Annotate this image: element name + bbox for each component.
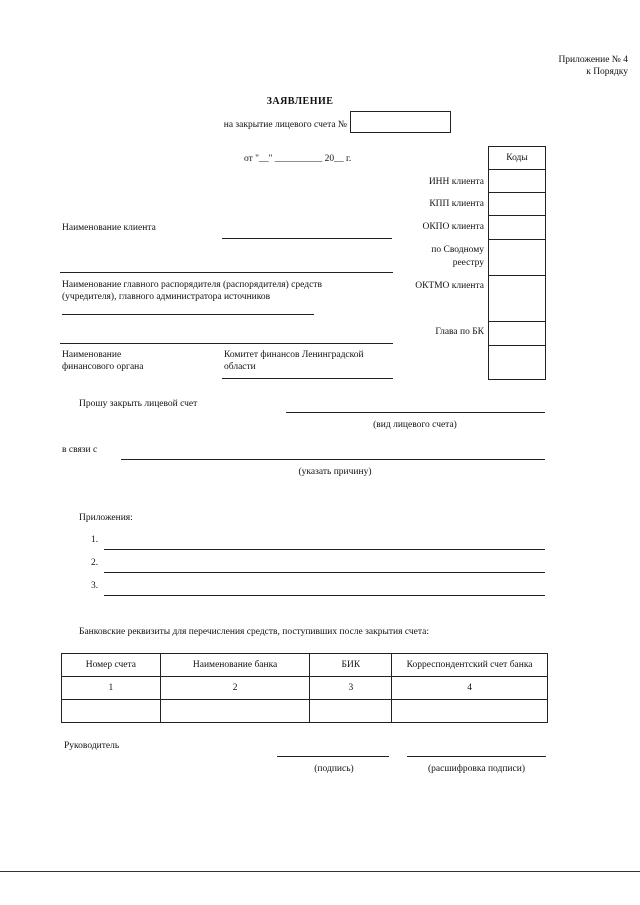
- client-name-label: Наименование клиента: [62, 223, 156, 233]
- codes-header: Коды: [489, 147, 546, 170]
- reason-hint: (указать причину): [298, 467, 372, 477]
- document-subtitle: на закрытие лицевого счета №: [223, 120, 347, 130]
- fin-org-value-2: области: [224, 362, 256, 372]
- oktmo-label: ОКТМО клиента: [415, 281, 484, 291]
- attachment-field-3[interactable]: [104, 595, 545, 596]
- signature-decode-hint: (расшифровка подписи): [428, 764, 525, 774]
- appendix-label: Приложение № 4: [558, 55, 628, 65]
- svod-label-1: по Сводному: [431, 245, 484, 255]
- svod-code-cell[interactable]: [489, 240, 546, 276]
- glava-code-cell[interactable]: [489, 322, 546, 346]
- bank-header-account: Номер счета: [62, 654, 161, 677]
- bank-col-number-4: 4: [392, 677, 548, 700]
- fin-org-label-2: финансового органа: [62, 362, 144, 372]
- signature-field[interactable]: [277, 756, 389, 757]
- date-line: от "__" __________ 20__ г.: [244, 154, 352, 164]
- extra-code-cell[interactable]: [489, 346, 546, 380]
- codes-table: [488, 146, 546, 380]
- head-label: Руководитель: [64, 741, 120, 751]
- fin-org-value-1: Комитет финансов Ленинградской: [224, 350, 364, 360]
- bank-header-bank-name: Наименование банка: [160, 654, 310, 677]
- client-name-field-2[interactable]: [60, 272, 393, 273]
- bank-name-cell[interactable]: [160, 700, 310, 723]
- bank-header-corr-account: Корреспондентский счет банка: [392, 654, 548, 677]
- signature-hint: (подпись): [314, 764, 354, 774]
- account-type-field[interactable]: [286, 412, 545, 413]
- kpp-label: КПП клиента: [429, 199, 484, 209]
- bank-col-number-3: 3: [310, 677, 392, 700]
- reason-label: в связи с: [62, 445, 98, 455]
- grbs-label-1: Наименование главного распорядителя (распорядителя) средств: [62, 280, 322, 290]
- bank-col-number-1: 1: [62, 677, 161, 700]
- attachment-field-1[interactable]: [104, 549, 545, 550]
- reason-field[interactable]: [121, 459, 545, 460]
- okpo-label: ОКПО клиента: [422, 222, 484, 232]
- bank-corr-account-cell[interactable]: [392, 700, 548, 723]
- kpp-code-cell[interactable]: [489, 193, 546, 216]
- inn-code-cell[interactable]: [489, 170, 546, 193]
- okpo-code-cell[interactable]: [489, 216, 546, 240]
- attachment-number-1: 1.: [91, 535, 99, 545]
- client-name-field[interactable]: [222, 238, 392, 239]
- bank-intro: Банковские реквизиты для перечисления средств, поступивших после закрытия счета:: [79, 627, 429, 637]
- request-text: Прошу закрыть лицевой счет: [79, 399, 198, 409]
- svod-label-2: реестру: [452, 258, 484, 268]
- oktmo-code-cell[interactable]: [489, 276, 546, 322]
- attachment-number-2: 2.: [91, 558, 99, 568]
- fin-org-label-1: Наименование: [62, 350, 122, 360]
- grbs-field[interactable]: [62, 314, 314, 315]
- attachments-label: Приложения:: [79, 513, 133, 523]
- grbs-label-2: (учредителя), главного администратора источников: [62, 292, 271, 302]
- bank-table: [61, 653, 548, 723]
- account-number-field[interactable]: [350, 111, 451, 133]
- page-bottom-edge: [0, 871, 640, 872]
- inn-label: ИНН клиента: [428, 177, 484, 187]
- appendix-sub-label: к Порядку: [586, 67, 628, 77]
- grbs-field-2[interactable]: [60, 343, 393, 344]
- bank-col-number-2: 2: [160, 677, 310, 700]
- attachment-field-2[interactable]: [104, 572, 545, 573]
- bank-bik-cell[interactable]: [310, 700, 392, 723]
- attachment-number-3: 3.: [91, 581, 99, 591]
- bank-account-cell[interactable]: [62, 700, 161, 723]
- account-type-hint: (вид лицевого счета): [373, 420, 457, 430]
- signature-decode-field[interactable]: [407, 756, 546, 757]
- bank-header-bik: БИК: [310, 654, 392, 677]
- fin-org-underline: [222, 378, 393, 379]
- document-title: ЗАЯВЛЕНИЕ: [266, 96, 334, 107]
- glava-label: Глава по БК: [435, 327, 484, 337]
